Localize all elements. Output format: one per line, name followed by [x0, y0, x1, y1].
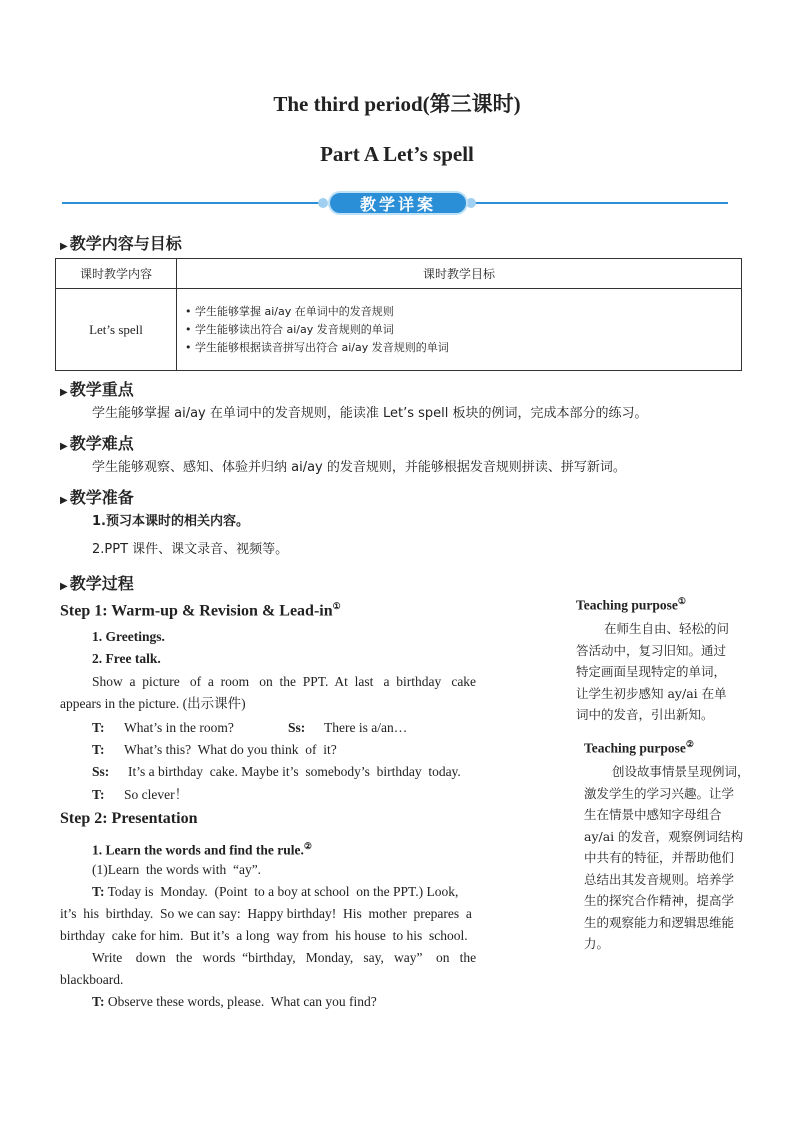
table-cell-content: Let’s spell: [56, 289, 177, 371]
footnote-mark: ②: [685, 739, 694, 749]
goal-item: • 学生能够读出符合 ai/ay 发音规则的单词: [185, 322, 394, 336]
section-heading-content-goals: [60, 231, 182, 254]
dialog-line: It’s a birthday cake. Maybe it’s somebody’s birthday today.: [128, 764, 461, 779]
side-note-line: 让学生初步感知 ay/ai 在单: [576, 685, 727, 701]
step2-subtitle: [92, 835, 312, 862]
side-note-line: 答活动中，复习旧知。通过: [576, 642, 727, 658]
side-note-2-body: [584, 761, 762, 955]
dialog-line: There is a/an…: [324, 720, 408, 735]
step1-free-talk: 2. Free talk.: [92, 651, 161, 666]
dialog-line: What’s in the room?: [124, 720, 234, 735]
goal-item: • 学生能够根据读音拼写出符合 ai/ay 发音规则的单词: [185, 340, 449, 354]
side-note-title-text: Teaching purpose: [576, 597, 678, 613]
table-header-content: 课时教学内容: [56, 259, 177, 289]
triangle-icon: ▶: [60, 495, 68, 506]
dialog-speaker: Ss:: [92, 764, 110, 779]
banner-dot-left: [318, 198, 328, 208]
footnote-mark: ①: [332, 601, 341, 611]
step1-title: [60, 601, 341, 620]
dialog-line: Today is Monday. (Point to a boy at school on the PPT.) Look,: [104, 884, 459, 899]
table-header-goals: 课时教学目标: [177, 259, 742, 289]
dialog-speaker: T:: [92, 994, 105, 1009]
prep-item-2: 2.PPT 课件、课文录音、视频等。: [92, 542, 289, 557]
side-note-line: 生的观察能力和逻辑思维能: [584, 914, 735, 930]
difficulties-text: 学生能够观察、感知、体验并归纳 ai/ay 的发音规则，并能够根据发音规则拼读、拼写新词。: [92, 460, 626, 475]
banner-line-left: [62, 202, 324, 204]
dialog-line: Observe these words, please. What can you find?: [104, 994, 377, 1009]
banner-text: 教学详案: [359, 194, 436, 214]
side-note-line: ay/ai 的发音，观察例词结构: [584, 828, 744, 844]
triangle-icon: ▶: [60, 581, 68, 592]
step1-title-text: Step 1: Warm-up & Revision & Lead-in: [60, 602, 333, 620]
page-subtitle: Part A Let’s spell: [320, 142, 474, 166]
key-points-text: 学生能够掌握 ai/ay 在单词中的发音规则，能读准 Let’s spell 板块的例词，完成本部分的练习。: [92, 406, 648, 421]
step2-line: (1)Learn the words with “ay”.: [92, 862, 262, 877]
side-note-line: 力。: [584, 936, 610, 951]
triangle-icon: ▶: [60, 387, 68, 398]
side-note-line: 词中的发音，引出新知。: [576, 707, 714, 722]
section-title: 教学内容与目标: [69, 234, 182, 253]
dialog-line: What’s this? What do you think of it?: [124, 742, 337, 757]
step1-show-line2: appears in the picture. (出示课件): [60, 696, 246, 711]
section-title: 教学重点: [69, 380, 134, 399]
banner: [328, 191, 468, 215]
side-note-line: 生的探究合作精神，提高学: [584, 893, 735, 908]
side-note-line: 创设故事情景呈现例词，: [612, 764, 750, 779]
dialog-speaker: T:: [92, 720, 105, 735]
side-note-line: 中共有的特征，并帮助他们: [584, 850, 735, 865]
section-title: 教学过程: [69, 574, 134, 593]
side-note-1-body: [576, 618, 751, 726]
side-note-title-text: Teaching purpose: [584, 740, 686, 756]
dialog-speaker: T:: [92, 884, 105, 899]
dialog-line: So clever！: [124, 787, 189, 802]
step2-line: Write down the words “birthday, Monday, say, way” on the: [92, 950, 477, 965]
section-title: 教学准备: [69, 488, 134, 507]
table-cell-goals: [177, 289, 742, 371]
footnote-mark: ②: [303, 841, 312, 851]
section-title: 教学难点: [69, 434, 134, 453]
section-heading-process: [60, 571, 134, 594]
step2-title: Step 2: Presentation: [60, 810, 198, 827]
side-note-line: 激发学生的学习兴趣。让学: [584, 785, 735, 801]
triangle-icon: ▶: [60, 241, 68, 252]
dialog-speaker: T:: [92, 742, 105, 757]
goal-item: • 学生能够掌握 ai/ay 在单词中的发音规则: [185, 304, 394, 318]
step2-line: [92, 881, 458, 903]
step2-line: blackboard.: [60, 972, 124, 987]
step1-greetings: 1. Greetings.: [92, 629, 165, 644]
step2-subtitle-text: 1. Learn the words and find the rule.: [92, 842, 304, 858]
side-note-line: 在师生自由、轻松的问: [604, 621, 730, 636]
side-note-line: 生在情景中感知字母组合: [584, 807, 722, 822]
objectives-table: [55, 258, 742, 371]
step2-line: it’s his birthday. So we can say: Happy birthday! His mother prepares a: [60, 906, 472, 921]
step1-show-line1: Show a picture of a room on the PPT. At last a birthday cake: [92, 674, 477, 689]
dialog-speaker: T:: [92, 787, 105, 802]
side-note-line: 总结出其发音规则。培养学: [584, 871, 735, 887]
section-heading-key-points: [60, 377, 134, 400]
section-heading-difficulties: [60, 431, 134, 454]
page-title: The third period(第三课时): [273, 92, 521, 116]
footnote-mark: ①: [677, 596, 686, 606]
side-note-1-title: [576, 596, 686, 614]
prep-item-1: 1.预习本课时的相关内容。: [92, 514, 249, 529]
section-heading-prep: [60, 485, 134, 508]
banner-line-right: [472, 202, 728, 204]
dialog-speaker: Ss:: [288, 720, 306, 735]
step2-line: [92, 991, 377, 1013]
side-note-line: 特定画面呈现特定的单词，: [576, 664, 727, 679]
triangle-icon: ▶: [60, 441, 68, 452]
step2-line: birthday cake for him. But it’s a long way from his house to his school.: [60, 928, 468, 943]
side-note-2-title: [584, 739, 694, 757]
